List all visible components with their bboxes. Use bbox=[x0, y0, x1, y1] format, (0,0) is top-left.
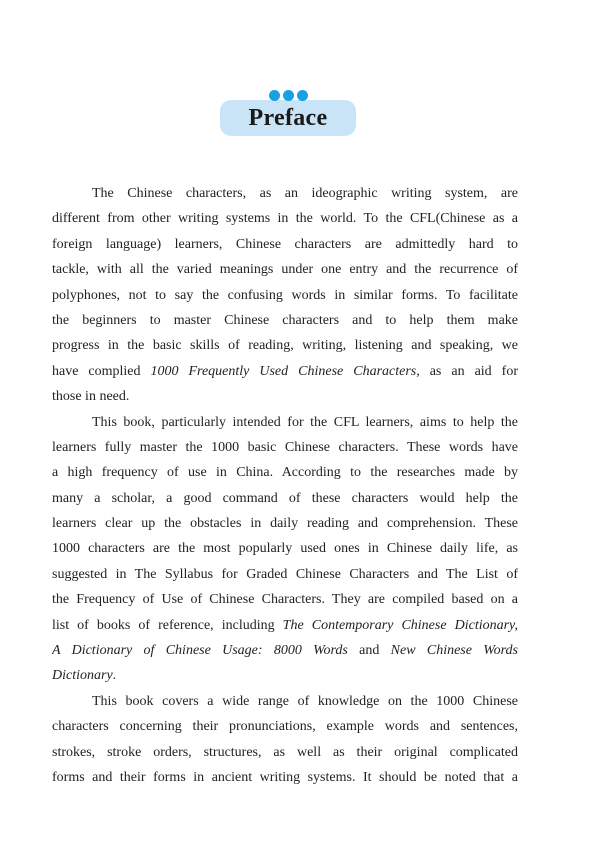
text-line: the beginners to master Chinese characters and to help them make bbox=[52, 312, 518, 328]
text-line: This book, particularly intended for the CFL learners, aims to help the bbox=[92, 414, 518, 430]
text-line: A Dictionary of Chinese Usage: 8000 Words and New Chinese Words bbox=[52, 643, 518, 659]
paragraph bbox=[52, 410, 518, 689]
preface-title-badge bbox=[220, 100, 356, 136]
text-line: foreign language) learners, Chinese characters are admittedly hard to bbox=[52, 236, 518, 252]
text-line: have complied 1000 Frequently Used Chinese Characters, as an aid for bbox=[52, 363, 518, 379]
text-line: many a scholar, a good command of these characters would help the bbox=[52, 490, 518, 506]
dot-icon bbox=[283, 90, 294, 101]
text-line: tackle, with all the varied meanings under one entry and the recurrence of bbox=[52, 262, 518, 278]
text-line: a high frequency of use in China. According to the researches made by bbox=[52, 465, 518, 481]
paragraph bbox=[52, 689, 518, 791]
page-title: Preface bbox=[248, 104, 328, 131]
text-line: learners fully master the 1000 basic Chinese characters. These words have bbox=[52, 439, 518, 455]
text-line: forms and their forms in ancient writing systems. It should be noted that a bbox=[52, 769, 518, 785]
text-line: strokes, stroke orders, structures, as well as their original complicated bbox=[52, 744, 518, 760]
text-line: progress in the basic skills of reading, writing, listening and speaking, we bbox=[52, 338, 518, 354]
dot-icon bbox=[297, 90, 308, 101]
text-line: those in need. bbox=[52, 389, 130, 405]
text-line: polyphones, not to say the confusing words in similar forms. To facilitate bbox=[52, 287, 518, 303]
dot-icon bbox=[269, 90, 280, 101]
text-line: different from other writing systems in the world. To the CFL(Chinese as a bbox=[52, 211, 518, 227]
text-line: list of books of reference, including The Contemporary Chinese Dictionary, bbox=[52, 617, 518, 633]
text-line: the Frequency of Use of Chinese Characters. They are compiled based on a bbox=[52, 592, 518, 608]
text-line: suggested in The Syllabus for Graded Chinese Characters and The List of bbox=[52, 566, 518, 582]
decorative-dots-icon bbox=[220, 90, 356, 101]
text-line: Dictionary. bbox=[52, 668, 117, 684]
text-line: This book covers a wide range of knowledge on the 1000 Chinese bbox=[92, 693, 518, 709]
text-line: 1000 characters are the most popularly used ones in Chinese daily life, as bbox=[52, 541, 518, 557]
text-line: characters concerning their pronunciations, example words and sentences, bbox=[52, 719, 518, 735]
text-line: The Chinese characters, as an ideographic writing system, are bbox=[92, 186, 518, 201]
text-line: learners clear up the obstacles in daily reading and comprehension. These bbox=[52, 516, 518, 532]
preface-body bbox=[52, 181, 518, 790]
paragraph bbox=[52, 181, 518, 410]
